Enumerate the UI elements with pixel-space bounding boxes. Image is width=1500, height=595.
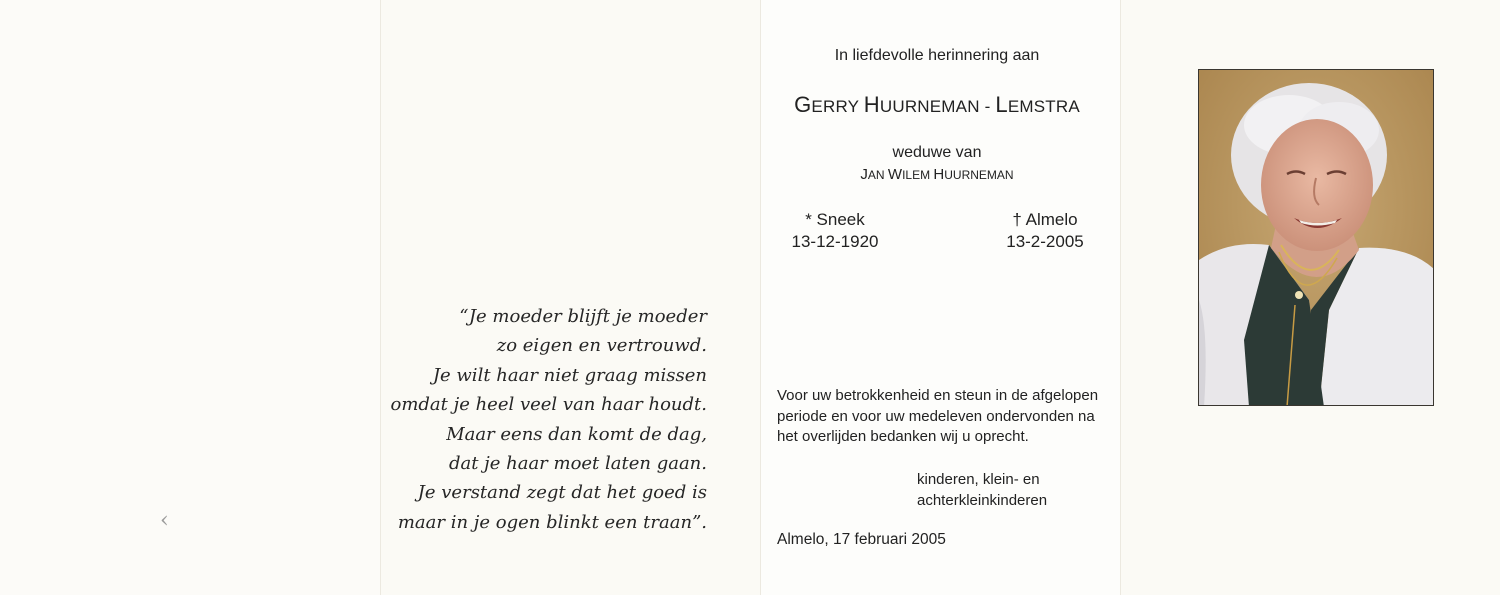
poem — [347, 302, 707, 537]
birth-info — [780, 209, 890, 253]
death-place: † Almelo — [1012, 210, 1078, 229]
widow-of-text: weduwe van — [892, 144, 982, 161]
husband-part: J — [860, 166, 868, 183]
intro-text: In liefdevolle herinnering aan — [834, 47, 1040, 64]
death-date: 13-2-2005 — [1006, 232, 1084, 251]
poem-line: “Je moeder blijft je moeder — [459, 306, 707, 327]
poem-line: zo eigen en vertrouwd. — [496, 335, 707, 357]
portrait-photo — [1198, 69, 1434, 406]
husband-name — [760, 166, 1114, 183]
fold-line — [760, 0, 761, 595]
poem-line: dat je haar moet laten gaan. — [448, 452, 707, 474]
husband-part: UURNEMAN — [944, 168, 1014, 182]
husband-part: ILEM — [902, 168, 934, 182]
death-info — [990, 209, 1100, 253]
fold-line — [1120, 0, 1121, 595]
place-date: Almelo, 17 februari 2005 — [777, 531, 946, 548]
signature — [917, 470, 1117, 511]
paper-mark: ‹ — [160, 508, 169, 533]
name-part: EMSTRA — [1007, 97, 1080, 116]
name-part: UURNEMAN - — [879, 97, 996, 116]
deceased-name — [760, 92, 1114, 118]
poem-line: Je verstand zegt dat het goed is — [417, 482, 707, 504]
name-part: L — [995, 92, 1008, 117]
name-part: G — [794, 92, 812, 117]
name-part: ERRY — [811, 97, 864, 116]
birth-place: * Sneek — [805, 210, 865, 229]
husband-part: W — [887, 166, 903, 183]
poem-line: omdat je heel veel van haar houdt. — [390, 394, 707, 416]
thanks-text: Voor uw betrokkenheid en steun in de afgelopen periode en voor uw medeleven ondervonden na het overlijden bedanken wij u oprecht. — [777, 387, 1099, 445]
portrait-illustration — [1199, 70, 1434, 406]
poem-line: Je wilt haar niet graag missen — [432, 364, 707, 386]
signature-line: achterkleinkinderen — [917, 491, 1048, 509]
husband-part: AN — [867, 168, 888, 182]
husband-part: H — [933, 166, 945, 183]
signature-line: kinderen, klein- en — [917, 471, 1040, 488]
name-part: H — [863, 92, 880, 117]
poem-line: maar in je ogen blinkt een traan”. — [397, 511, 707, 533]
poem-line: Maar eens dan komt de dag, — [446, 423, 707, 445]
left-panel — [0, 0, 380, 595]
birth-date: 13-12-1920 — [791, 232, 879, 251]
